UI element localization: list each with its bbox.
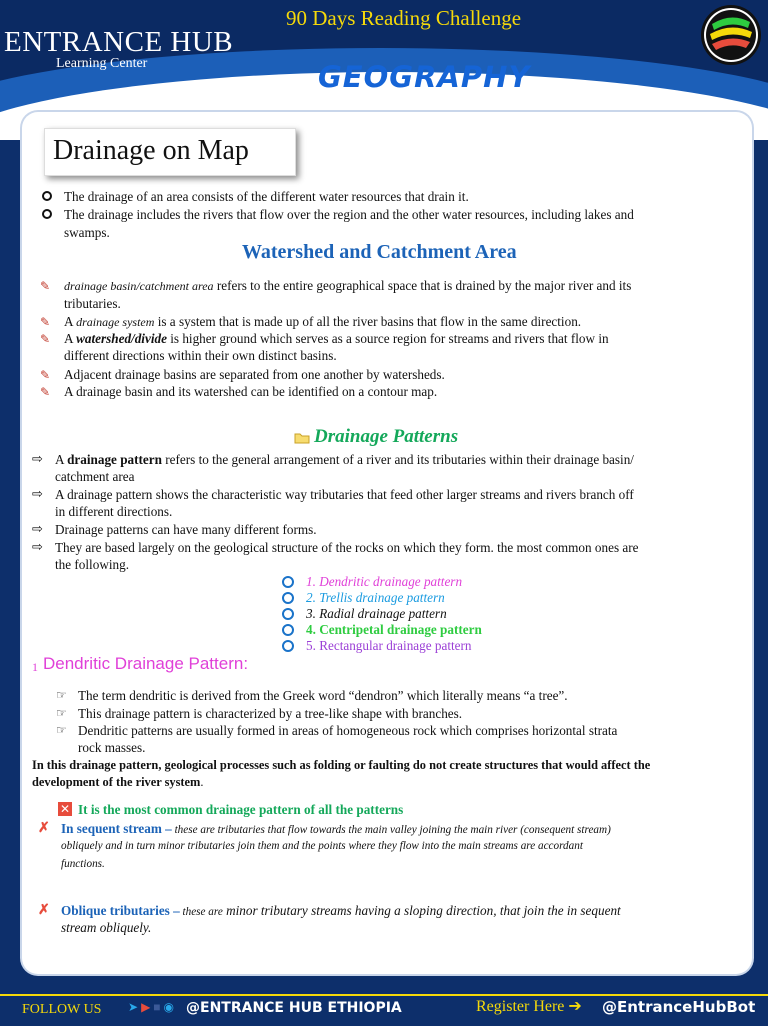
patterns-line-2: A drainage pattern shows the characteristic way tributaries that feed other larger streams and rivers branch off (55, 487, 634, 502)
dendritic-bold-line-2: development of the river system. (32, 775, 204, 789)
pointing-hand-icon: ☞ (56, 688, 67, 702)
arrow-icon: ⇨ (32, 539, 43, 554)
brand-subtitle: Learning Center (56, 56, 148, 71)
sequent-stream-line-1: In sequent stream – these are tributaries that flow towards the main valley joining the main river (consequent stream) (61, 821, 611, 836)
arrow-icon: ⇨ (32, 521, 43, 536)
flag-icon: ✕ (59, 802, 71, 816)
dendritic-number: 1 (32, 660, 38, 674)
bullet-icon (42, 209, 52, 219)
intro-line-2: The drainage includes the rivers that flow over the region and the other water resources, including lakes and (64, 207, 634, 222)
ring-bullet-icon (282, 608, 294, 620)
x-bullet-icon: ✗ (38, 903, 50, 918)
brand-logo-icon (700, 4, 762, 66)
pattern-list-item: 1. Dendritic drainage pattern (306, 574, 463, 589)
ring-bullet-icon (282, 640, 294, 652)
oblique-line-1: Oblique tributaries – these are minor tributary streams having a sloping direction, that join the in sequent (61, 903, 621, 918)
intro-line-1: The drainage of an area consists of the different water resources that drain it. (64, 189, 469, 204)
subject-title: GEOGRAPHY (318, 60, 531, 94)
watershed-line-2: A drainage system is a system that is made up of all the river basins that flow in the same direction. (64, 314, 582, 329)
pencil-icon: ✎ (40, 315, 51, 329)
pattern-list-item: 4. Centripetal drainage pattern (306, 622, 482, 637)
pattern-list-item: 3. Radial drainage pattern (306, 606, 447, 621)
patterns-heading: Drainage Patterns (314, 426, 459, 447)
challenge-title: 90 Days Reading Challenge (286, 6, 522, 30)
dendritic-line-1: The term dendritic is derived from the Greek word “dendron” which literally means “a tree”. (78, 688, 568, 703)
patterns-line-3: Drainage patterns can have many different forms. (55, 522, 317, 537)
intro-line-3: swamps. (64, 225, 110, 240)
patterns-line-1b: catchment area (55, 469, 135, 484)
patterns-line-4: They are based largely on the geological structure of the rocks on which they form. the most common ones are (55, 540, 639, 555)
patterns-line-2b: in different directions. (55, 504, 173, 519)
ring-bullet-icon (282, 576, 294, 588)
register-link[interactable]: Register Here ➔ (476, 998, 582, 1015)
social-handle-link[interactable]: @ENTRANCE HUB ETHIOPIA (186, 1000, 402, 1016)
ring-bullet-icon (282, 592, 294, 604)
watershed-line-1b: tributaries. (64, 296, 121, 311)
sequent-stream-line-3: functions. (61, 858, 105, 870)
pattern-list-item: 5. Rectangular drainage pattern (306, 638, 472, 653)
arrow-icon: ⇨ (32, 486, 43, 501)
ring-bullet-icon (282, 624, 294, 636)
pencil-icon: ✎ (40, 279, 51, 293)
x-bullet-icon: ✗ (38, 821, 50, 836)
pencil-icon: ✎ (40, 385, 51, 399)
dendritic-line-2: This drainage pattern is characterized by a tree-like shape with branches. (78, 706, 463, 721)
pointing-hand-icon: ☞ (56, 723, 67, 737)
dendritic-line-3b: rock masses. (78, 740, 146, 755)
most-common-note: It is the most common drainage pattern of all the patterns (78, 802, 404, 817)
watershed-line-5: A drainage basin and its watershed can be identified on a contour map. (64, 384, 438, 399)
arrow-icon: ⇨ (32, 451, 43, 466)
social-icons (128, 1000, 174, 1015)
facebook-icon[interactable]: ■ (153, 1000, 161, 1014)
sequent-stream-line-2: obliquely and in turn minor tributaries join them and the points where they flow into the main streams are accordant (61, 840, 583, 852)
watershed-line-4: Adjacent drainage basins are separated from one another by watersheds. (64, 367, 445, 382)
dendritic-bold-line-1: In this drainage pattern, geological processes such as folding or faulting do not create structures that would affect the (32, 758, 651, 772)
watershed-line-3: A watershed/divide is higher ground which serves as a source region for streams and rivers that flow in (64, 331, 609, 346)
brand-name: ENTRANCE HUB (4, 26, 234, 58)
youtube-icon[interactable]: ▶ (141, 1000, 151, 1014)
watershed-heading: Watershed and Catchment Area (242, 241, 517, 263)
oblique-line-2: stream obliquely. (61, 920, 152, 935)
arrow-right-icon: ➔ (564, 998, 582, 1015)
folder-icon (294, 432, 310, 444)
dendritic-line-3: Dendritic patterns are usually formed in areas of homogeneous rock which comprises horizontal strata (78, 723, 618, 738)
watershed-line-1: drainage basin/catchment area refers to the entire geographical space that is drained by the major river and its (64, 278, 632, 293)
telegram-icon[interactable]: ➤ (128, 1000, 139, 1014)
pattern-list-item: 2. Trellis drainage pattern (306, 590, 445, 605)
page-title: Drainage on Map (53, 135, 249, 166)
pencil-icon: ✎ (40, 332, 51, 346)
patterns-line-4b: the following. (55, 557, 129, 572)
pencil-icon: ✎ (40, 368, 51, 382)
follow-us-label: FOLLOW US (22, 1002, 102, 1017)
telegram-bot-link[interactable]: @EntranceHubBot (602, 998, 756, 1016)
share-icon[interactable]: ◉ (163, 1000, 175, 1014)
patterns-line-1: A drainage pattern refers to the general arrangement of a river and its tributaries within their drainage basin/ (55, 452, 634, 467)
watershed-line-3b: different directions within their own distinct basins. (64, 348, 337, 363)
page-title-box (44, 128, 296, 176)
dendritic-heading: Dendritic Drainage Pattern: (43, 654, 249, 673)
bullet-icon (42, 191, 52, 201)
pointing-hand-icon: ☞ (56, 706, 67, 720)
